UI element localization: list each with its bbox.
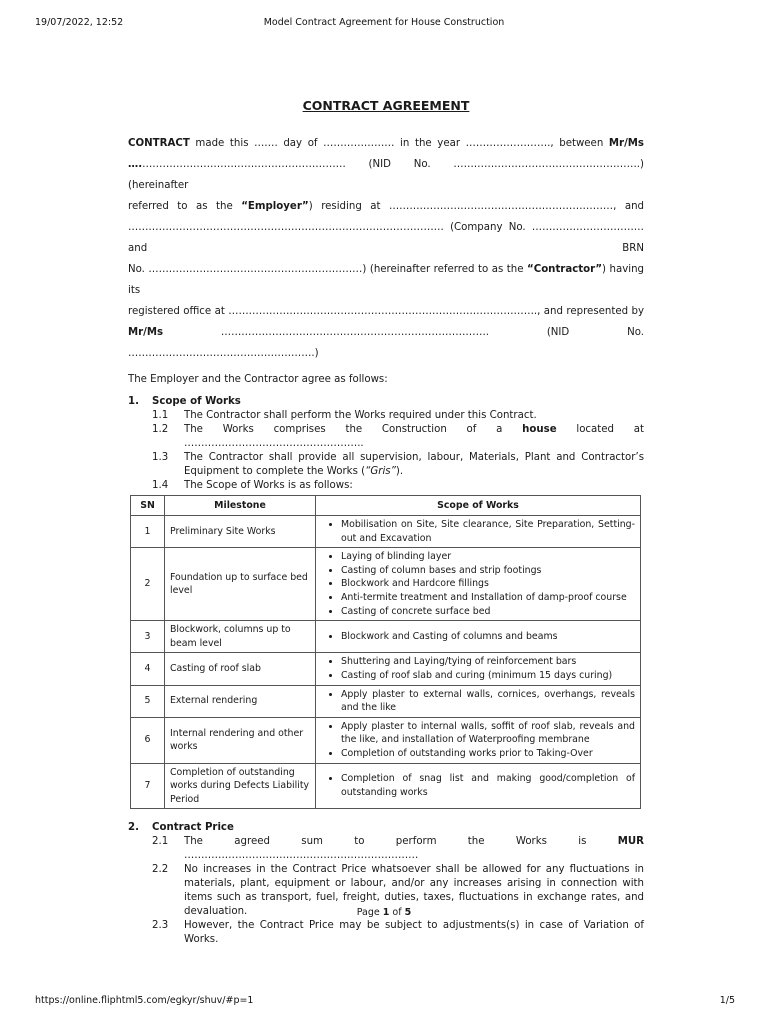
section-price-heading [128,821,644,835]
text-run: “Employer” [241,201,309,212]
cell-milestone: External rendering [165,685,316,717]
text-run: Mr/Ms [608,138,644,149]
clause [152,451,644,479]
scope-item: • Mobilisation on Site, Site clearance, Site Preparation, Setting-out and Excavation [341,518,635,545]
scope-item: • Casting of roof slab and curing (minimum 15 days curing) [341,669,635,683]
text-run: The Works comprises the Construction of a [184,424,523,435]
scope-list [321,630,635,644]
cell-milestone: Casting of roof slab [165,653,316,685]
clause-number: 2.1 [152,836,169,848]
cell-sn: 1 [131,516,165,548]
cell-sn: 7 [131,763,165,809]
scope-item: • Blockwork and Casting of columns and beams [341,630,635,644]
scope-item: • Shuttering and Laying/tying of reinforcement bars [341,655,635,669]
document-title: CONTRACT AGREEMENT [302,98,470,113]
text-run: The Contractor shall provide all supervision, labour, Materials, Plant and Contractor’s Equipment to complete the Works ( [184,452,644,477]
intro-line [128,322,644,364]
agree-text: The Employer and the Contractor agree as follows: [128,374,388,385]
cell-milestone: Completion of outstanding works during Defects Liability Period [165,763,316,809]
intro-line [128,259,644,301]
text-run: located at …………………………………………….. [184,424,644,449]
text-run: Mr/Ms [128,327,164,338]
cell-scope [316,653,641,685]
table-row [131,685,641,717]
cell-sn: 5 [131,685,165,717]
clause [152,835,644,863]
section-scope-heading [128,395,644,409]
print-page-title: Model Contract Agreement for House Construction [263,17,505,28]
scope-item: • Apply plaster to external walls, cornices, overhangs, reveals and the like [341,688,635,715]
clause-text [184,919,644,947]
table-row [131,717,641,763]
text-run: The Scope of Works is as follows: [184,480,353,491]
text-run: MUR [617,836,644,848]
intro-line [128,301,644,322]
clause-text [184,451,644,479]
page-current: 1 [382,907,390,918]
text-run: ………………………………………………………………………………… (Company No. …………………………… and BRN [128,222,644,254]
scope-list [321,720,635,761]
intro-line [128,217,644,259]
clause [152,423,644,451]
clause-text [184,479,644,493]
section-title: Contract Price [152,822,234,834]
scope-item: • Casting of concrete surface bed [341,605,635,619]
cell-scope [316,621,641,653]
price-clauses [152,835,644,947]
intro-paragraph [128,133,644,364]
col-header-scope: Scope of Works [316,496,641,516]
clause [152,479,644,493]
clause-text [184,423,644,451]
print-url: https://online.fliphtml5.com/egkyr/shuv/#p=1 [35,995,254,1006]
text-run: …………………………………………………… (NID No. ……………………………………………….) (hereinafter [128,159,644,191]
scope-list [321,655,635,682]
clause-number: 2.3 [152,920,169,932]
section-number: 1. [128,396,139,407]
page-of: of [389,907,405,918]
clause-text [184,835,644,863]
page-number [0,907,768,918]
clause [152,409,644,423]
scope-list [321,772,635,799]
clause-number: 2.2 [152,864,169,876]
table-row [131,516,641,548]
cell-milestone: Foundation up to surface bed level [165,548,316,621]
scope-item: • Apply plaster to internal walls, soffit of roof slab, reveals and the like, and installation of Waterproofing membrane [341,720,635,747]
text-run: ) residing at …………………………………………………………, and [308,201,644,212]
text-run: ……………………………………………………………………. (NID No. ……………………………………………….) [128,327,644,359]
text-run: CONTRACT [128,138,190,149]
text-run: No. ………………………………………………………) (hereinafter referred to as the [128,264,528,275]
text-run: ) having its [128,264,644,296]
cell-sn: 6 [131,717,165,763]
table-header-row [131,496,641,516]
clause-number: 1.4 [152,480,169,491]
text-run: …. [128,159,143,170]
clause-number: 1.3 [152,452,169,463]
cell-scope [316,685,641,717]
text-run: No increases in the Contract Price whatsoever shall be allowed for any fluctuations in materials, plant, equipment or labour, and/or any increases arising in connection with items such as transport, fuel, freight, duties, taxes, fluctuations in exchange rates, and devaluation. [184,864,644,918]
scope-clauses [152,409,644,493]
intro-line [128,133,644,154]
text-run: …………………………………………………………… [184,850,419,862]
scope-item: • Casting of column bases and strip footings [341,564,635,578]
clause-text [184,409,644,423]
clause [152,919,644,947]
cell-sn: 3 [131,621,165,653]
scope-item: • Completion of snag list and making good/completion of outstanding works [341,772,635,799]
col-header-sn: SN [131,496,165,516]
cell-scope [316,548,641,621]
col-header-milestone: Milestone [165,496,316,516]
scope-item: • Anti-termite treatment and Installation of damp-proof course [341,591,635,605]
text-run: “Contractor” [527,264,603,275]
page-label: Page [356,907,383,918]
text-run: The Contractor shall perform the Works required under this Contract. [184,410,537,421]
scope-list [321,688,635,715]
cell-sn: 4 [131,653,165,685]
contract-document [128,97,644,947]
text-run: However, the Contract Price may be subject to adjustments(s) in case of Variation of Works. [184,920,644,946]
cell-milestone: Internal rendering and other works [165,717,316,763]
clause-number: 1.1 [152,410,169,421]
clause-number: 1.2 [152,424,169,435]
text-run: ). [395,466,404,477]
scope-list [321,518,635,545]
cell-milestone: Blockwork, columns up to beam level [165,621,316,653]
section-title: Scope of Works [152,396,241,407]
table-row [131,653,641,685]
scope-of-works-table [130,495,641,809]
table-row [131,763,641,809]
cell-scope [316,763,641,809]
text-run: referred to as the [128,201,242,212]
scope-item: • Completion of outstanding works prior to Taking-Over [341,747,635,761]
text-run: registered office at ………………………………………………………………………………., and represented by [128,306,644,317]
cell-milestone: Preliminary Site Works [165,516,316,548]
print-footer [0,995,768,1009]
cell-scope [316,516,641,548]
print-header [0,17,768,31]
text-run: “Gris” [365,466,396,477]
print-page-counter: 1/5 [719,995,735,1006]
table-row [131,548,641,621]
text-run: house [522,424,557,435]
cell-scope [316,717,641,763]
print-datetime: 19/07/2022, 12:52 [35,17,124,28]
cell-sn: 2 [131,548,165,621]
page-total: 5 [404,907,412,918]
scope-item: • Laying of blinding layer [341,550,635,564]
intro-line [128,154,644,196]
text-run: The agreed sum to perform the Works is [184,836,618,848]
text-run: made this ……. day of ………………… in the year ……………………., between [189,138,609,149]
section-number: 2. [128,822,139,834]
scope-list [321,550,635,618]
intro-line [128,196,644,217]
scope-item: • Blockwork and Hardcore fillings [341,577,635,591]
table-row [131,621,641,653]
